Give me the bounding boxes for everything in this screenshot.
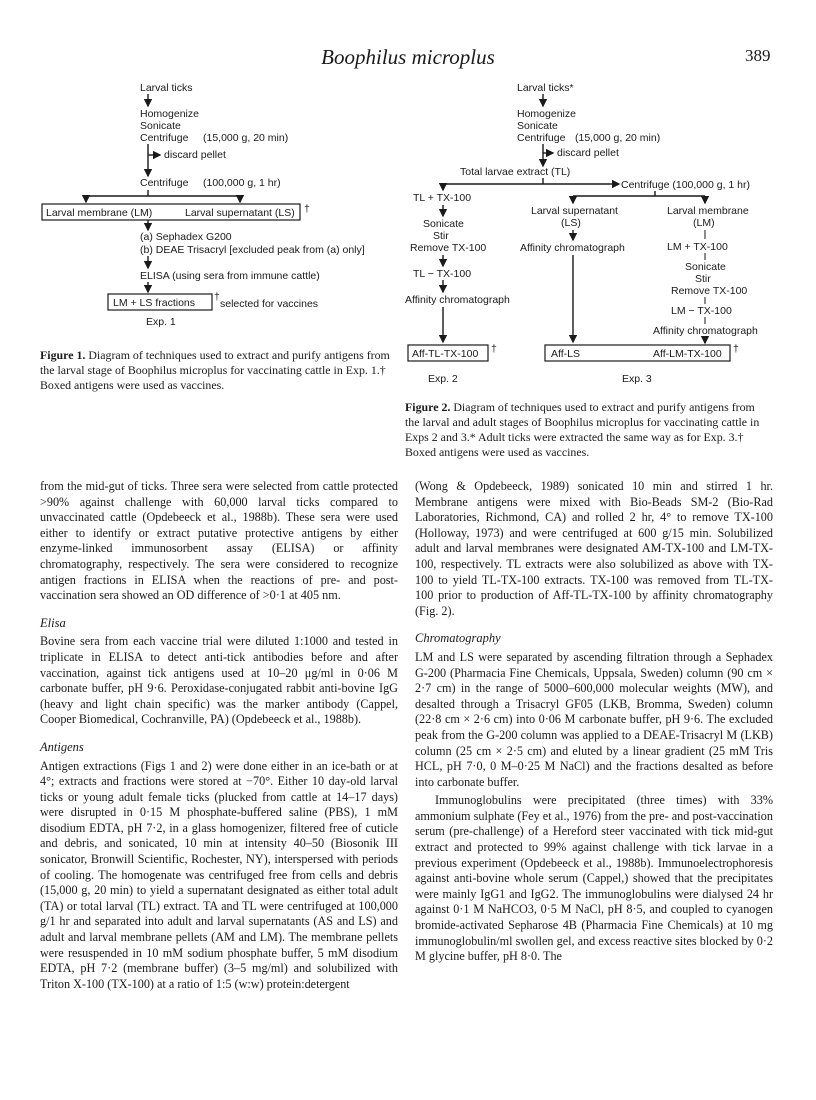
f1-selected-box-label: LM + LS fractions bbox=[113, 297, 195, 309]
f2-affinity-1: Affinity chromatograph bbox=[405, 294, 510, 306]
f2-lm-plus-tx100: LM + TX-100 bbox=[667, 241, 728, 253]
chromatography-heading: Chromatography bbox=[415, 631, 501, 646]
left-intro-paragraph: from the mid-gut of ticks. Three sera were selected from cattle protected >90% against challenge with 60,000 larval ticks compared to unvaccinated cattle (Opdebeeck et al., 1988b). These sera were used either to identify or extract putative protective antigens by either enzyme-linked immunosorbent assay (ELISA) or affinity chromatography, respectively. The sera were considered to recognize antigen fractions in ELISA when the reactions of pre- and post-vaccination sera showed an OD difference of >0·1 at 405 nm. bbox=[40, 479, 398, 603]
page-number: 389 bbox=[745, 46, 771, 65]
f2-lm-label-1: Larval membrane bbox=[667, 205, 749, 217]
f2-tl-tx100: TL + TX-100 bbox=[413, 192, 472, 204]
f2-remove-tx100: Remove TX-100 bbox=[410, 242, 487, 254]
f1-centrifuge-1-conditions: (15,000 g, 20 min) bbox=[203, 132, 289, 144]
f1-elisa: ELISA (using sera from immune cattle) bbox=[140, 270, 320, 282]
f2-discard-pellet: discard pellet bbox=[557, 147, 619, 159]
f2-dagger-1: † bbox=[491, 343, 497, 355]
f1-dagger-2: † bbox=[214, 291, 220, 303]
f1-dagger-1: † bbox=[304, 203, 310, 215]
f2-total-larvae: Total larvae extract (TL) bbox=[460, 166, 571, 178]
f2-box-exp3-a: Aff-LS bbox=[551, 348, 580, 360]
chromatography-paragraph: LM and LS were separated by ascending filtration through a Sephadex G-200 (Pharmacia Fine Chemicals, Uppsala, Sweden) column (90 cm × 2·7 cm) in the range of 5000–600,000 molecular weights (MW), and desalted through a Trisacryl GF05 (LKB, Bromma, Sweden) column (22·8 cm × 2·6 cm) into 0·06 M carbonate buffer, pH 9·6. The excluded peak from the G-200 column was applied to a DEAE-Trisacryl M (LKB) column (25 cm × 2·5 cm) and eluted by a linear gradient (25 mM Tris HCL, pH 7·0, 0 M–0·25 M NaCl) and the fractions desalted as before into carbonate buffer. bbox=[415, 649, 773, 789]
f2-affinity-ls: Affinity chromatograph bbox=[520, 242, 625, 254]
f1-centrifuge-1: Centrifuge bbox=[140, 132, 189, 144]
right-cont-paragraph: (Wong & Opdebeeck, 1989) sonicated 10 min and stirred 1 hr. Membrane antigens were mixed with Bio-Beads SM-2 (Bio-Rad Laboratories, Richmond, CA) and rolled 2 hr, 4° to remove TX-100 (Holloway, 1973) and were centrifuged at 600 g/15 min. Solubilized adult and larval membranes were designated AM-TX-100 and LM-TX-100, respectively. TL extracts were also solubilized as above with TX-100 to yield TL-TX-100 extracts. TX-100 was removed from TL-TX-100 prior to production of Aff-TL-TX-100 by affinity chromatography (Fig. 2). bbox=[415, 479, 773, 618]
f1-discard-pellet: discard pellet bbox=[164, 149, 226, 161]
f2-sonicate-3: Sonicate bbox=[685, 261, 726, 273]
f1-centrifuge-2-conditions: (100,000 g, 1 hr) bbox=[203, 177, 281, 189]
f2-stir-2: Stir bbox=[695, 273, 711, 285]
f2-affinity-lm: Affinity chromatograph bbox=[653, 325, 758, 337]
elisa-heading: Elisa bbox=[40, 615, 66, 630]
elisa-paragraph: Bovine sera from each vaccine trial were diluted 1:1000 and tested in triplicate in ELISA to detect anti-tick antibodies before and after vaccination, against tick antigens used at 10–20 μg/ml in 0·06 M carbonate buffer, pH 9·6. Peroxidase-conjugated rabbit anti-bovine IgG (heavy and light chain specific) was the marker antibody (Cappel, Cooper Biomedical, Cochranville, PA) (Opdebeeck et al., 1988b). bbox=[40, 634, 398, 727]
f2-centrifuge-1-conditions: (15,000 g, 20 min) bbox=[575, 132, 661, 144]
f2-stir: Stir bbox=[433, 230, 449, 242]
f2-tl-minus-tx100: TL − TX-100 bbox=[413, 268, 472, 280]
f1-selected-text: selected for vaccines bbox=[220, 298, 319, 310]
f2-homogenize: Homogenize bbox=[517, 108, 576, 120]
f2-remove-tx100-2: Remove TX-100 bbox=[671, 285, 748, 297]
figure-2-diagram bbox=[405, 80, 765, 370]
f1-step-b: (b) DEAE Trisacryl [excluded peak from (a) only] bbox=[140, 244, 365, 256]
antigens-heading: Antigens bbox=[40, 739, 84, 754]
f1-larval-membrane: Larval membrane (LM) bbox=[46, 207, 153, 219]
right-column bbox=[415, 479, 773, 965]
f2-box-exp2: Aff-TL-TX-100 bbox=[412, 348, 479, 360]
f2-lm-minus-tx100: LM − TX-100 bbox=[671, 305, 732, 317]
f2-centrifuge-1: Centrifuge bbox=[517, 132, 566, 144]
f2-lm-label-2: (LM) bbox=[693, 217, 715, 229]
figure-1-diagram bbox=[40, 80, 380, 330]
antigens-paragraph: Antigen extractions (Figs 1 and 2) were done either in an ice-bath or at 4°; extracts and fractions were stored at −70°. Either 10 day-old larval ticks or young adult female ticks (plucked from cattle at 14–17 days) were disrupted in 0·15 M phosphate-buffered saline (PBS), 1 mM disodium EDTA, pH 7·2, in a glass homogenizer, filtered free of cuticle and debris, and sonicated, 10 min at intensity 40–50 (Biosonik III sonicator, Bronwill Scientific, Rochester, NY), interspersed with periods of cooling. The homogenate was centrifuged free from cells and debris (15,000 g, 20 min) to yield a supernatant designated as either total adult (TA) or total larval (TL) extract. TA and TL were centrifuged at 100,000 g/1 hr and separated into adult and larval supernatants (AS and LS) and adult and larval membrane pellets (AM and LM). The membrane pellets were resuspended in 10 mM sodium phosphate buffer, 5 mM disodium EDTA, pH 7·2 (membrane buffer) (3–5 mg/ml) and solubilized with Triton X-100 (TX-100) at a ratio of 1:5 (w:w) protein:detergent bbox=[40, 758, 398, 991]
immunoglobulin-paragraph: Immunoglobulins were precipitated (three times) with 33% ammonium sulphate (Fey et al., 1976) from the pre- and post-vaccination serum (pre-challenge) of a Hereford steer vaccinated with tick mid-gut extract and protected to 99% against challenge with tick larvae in a previous experiment (Opdebeeck et al., 1988b). Immunoelectrophoresis against anti-bovine whole serum (Cappel,) showed that the precipitates were mainly IgG1 and IgG2. The immunoglobulins were dialysed 24 hr against 0·1 M NaHCO3, 0·5 M NaCl, pH 8·5, and coupled to cyanogen bromide-activated Sepharose 4B (Pharmacia Fine Chemicals) at 10 mg immunoglobulin/ml swollen gel, and excess reactive sites blocked by 0·2 M glycine buffer, pH 8·0. The bbox=[415, 793, 773, 964]
f2-dagger-2: † bbox=[733, 343, 739, 355]
f1-homogenize: Homogenize bbox=[140, 108, 199, 120]
f1-sonicate: Sonicate bbox=[140, 120, 181, 132]
f1-exp-label: Exp. 1 bbox=[146, 316, 176, 328]
f2-ls-label-2: (LS) bbox=[561, 217, 581, 229]
f1-larval-ticks: Larval ticks bbox=[140, 82, 193, 94]
f2-exp2-label: Exp. 2 bbox=[428, 373, 458, 385]
figure-2-caption: Figure 2. Diagram of techniques used to extract and purify antigens from the larval and adult stages of Boophilus microplus for vaccinating cattle in Exps 2 and 3.* Adult ticks were extracted the same way as for Exp. 3.† Boxed antigens were used as vaccines. bbox=[405, 400, 760, 459]
f2-ls-label-1: Larval supernatant bbox=[531, 205, 618, 217]
f1-centrifuge-2: Centrifuge bbox=[140, 177, 189, 189]
f2-sonicate: Sonicate bbox=[517, 120, 558, 132]
figure-1-caption: Figure 1. Diagram of techniques used to extract and purify antigens from the larval stage of Boophilus microplus for vaccinating cattle in Exp. 1.† Boxed antigens were used as vaccines. bbox=[40, 348, 390, 392]
f1-step-a: (a) Sephadex G200 bbox=[140, 231, 232, 243]
running-header-title: Boophilus microplus bbox=[321, 45, 495, 69]
left-column bbox=[40, 479, 398, 992]
f2-sonicate-2: Sonicate bbox=[423, 218, 464, 230]
f2-larval-ticks: Larval ticks* bbox=[517, 82, 574, 94]
f2-box-exp3-b: Aff-LM-TX-100 bbox=[653, 348, 722, 360]
f2-exp3-label: Exp. 3 bbox=[622, 373, 652, 385]
f2-centrifuge-2: Centrifuge (100,000 g, 1 hr) bbox=[621, 179, 750, 191]
f1-larval-supernatant: Larval supernatant (LS) bbox=[185, 207, 295, 219]
